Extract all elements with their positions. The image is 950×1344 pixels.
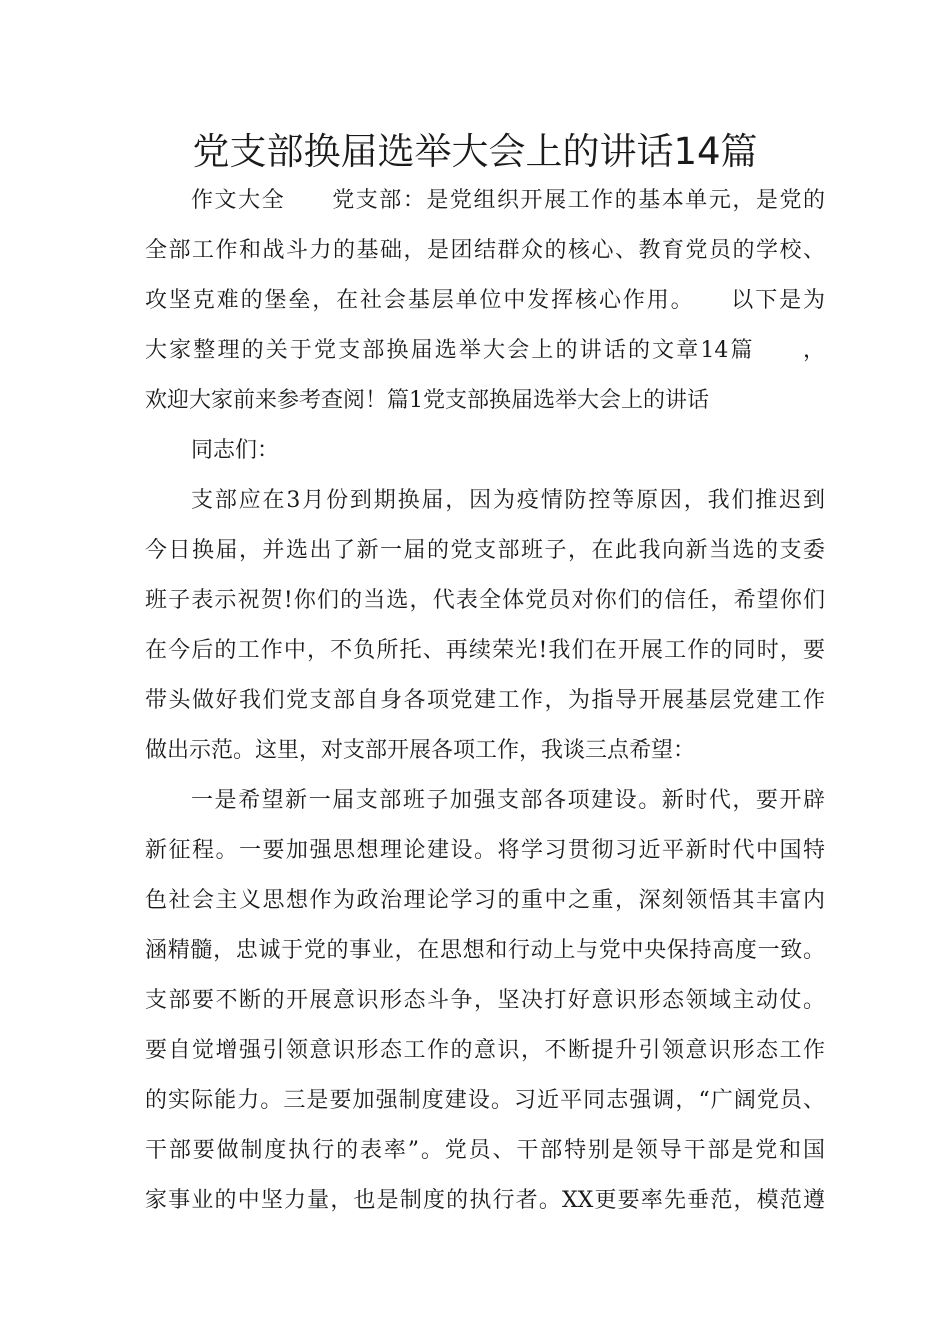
paragraph-line: 做出示范。这里，对支部开展各项工作，我谈三点希望： bbox=[145, 738, 696, 763]
paragraph-line: 带头做好我们党支部自身各项党建工作，为指导开展基层党建工作 bbox=[145, 688, 825, 713]
paragraph-line: 新征程。一要加强思想理论建设。将学习贯彻习近平新时代中国特 bbox=[145, 838, 825, 863]
paragraph-line: 支部要不断的开展意识形态斗争，坚决打好意识形态领域主动仗。 bbox=[145, 988, 825, 1013]
paragraph-line: 今日换届，并选出了新一届的党支部班子，在此我向新当选的支委 bbox=[145, 538, 825, 563]
document-title: 党支部换届选举大会上的讲话14篇 bbox=[192, 130, 758, 173]
paragraph-line: 的实际能力。三是要加强制度建设。习近平同志强调，“广阔党员、 bbox=[145, 1088, 825, 1113]
paragraph-line: 家事业的中坚力量，也是制度的执行者。XX更要率先垂范，模范遵 bbox=[145, 1188, 825, 1213]
paragraph-line: 攻坚克难的堡垒，在社会基层单位中发挥核心作用。 以下是为 bbox=[145, 288, 825, 313]
paragraph-line: 干部要做制度执行的表率”。党员、干部特别是领导干部是党和国 bbox=[145, 1138, 825, 1163]
paragraph-line: 大家整理的关于党支部换届选举大会上的讲话的文章14篇 ， bbox=[145, 338, 825, 363]
paragraph-line: 欢迎大家前来参考查阅！篇1党支部换届选举大会上的讲话 bbox=[145, 388, 709, 413]
paragraph-line: 一是希望新一届支部班子加强支部各项建设。新时代，要开辟 bbox=[191, 788, 825, 813]
paragraph-line: 在今后的工作中，不负所托、再续荣光!我们在开展工作的同时，要 bbox=[145, 638, 825, 663]
paragraph-line: 班子表示祝贺!你们的当选，代表全体党员对你们的信任，希望你们 bbox=[145, 588, 825, 613]
paragraph-line: 涵精髓，忠诚于党的事业，在思想和行动上与党中央保持高度一致。 bbox=[145, 938, 825, 963]
paragraph-line: 同志们： bbox=[191, 438, 280, 463]
paragraph-line: 作文大全 党支部：是党组织开展工作的基本单元，是党的 bbox=[191, 188, 825, 213]
paragraph-line: 支部应在3月份到期换届，因为疫情防控等原因，我们推迟到 bbox=[191, 488, 825, 513]
paragraph-line: 要自觉增强引领意识形态工作的意识，不断提升引领意识形态工作 bbox=[145, 1038, 825, 1063]
paragraph-line: 色社会主义思想作为政治理论学习的重中之重，深刻领悟其丰富内 bbox=[145, 888, 825, 913]
paragraph-line: 全部工作和战斗力的基础，是团结群众的核心、教育党员的学校、 bbox=[145, 238, 825, 263]
